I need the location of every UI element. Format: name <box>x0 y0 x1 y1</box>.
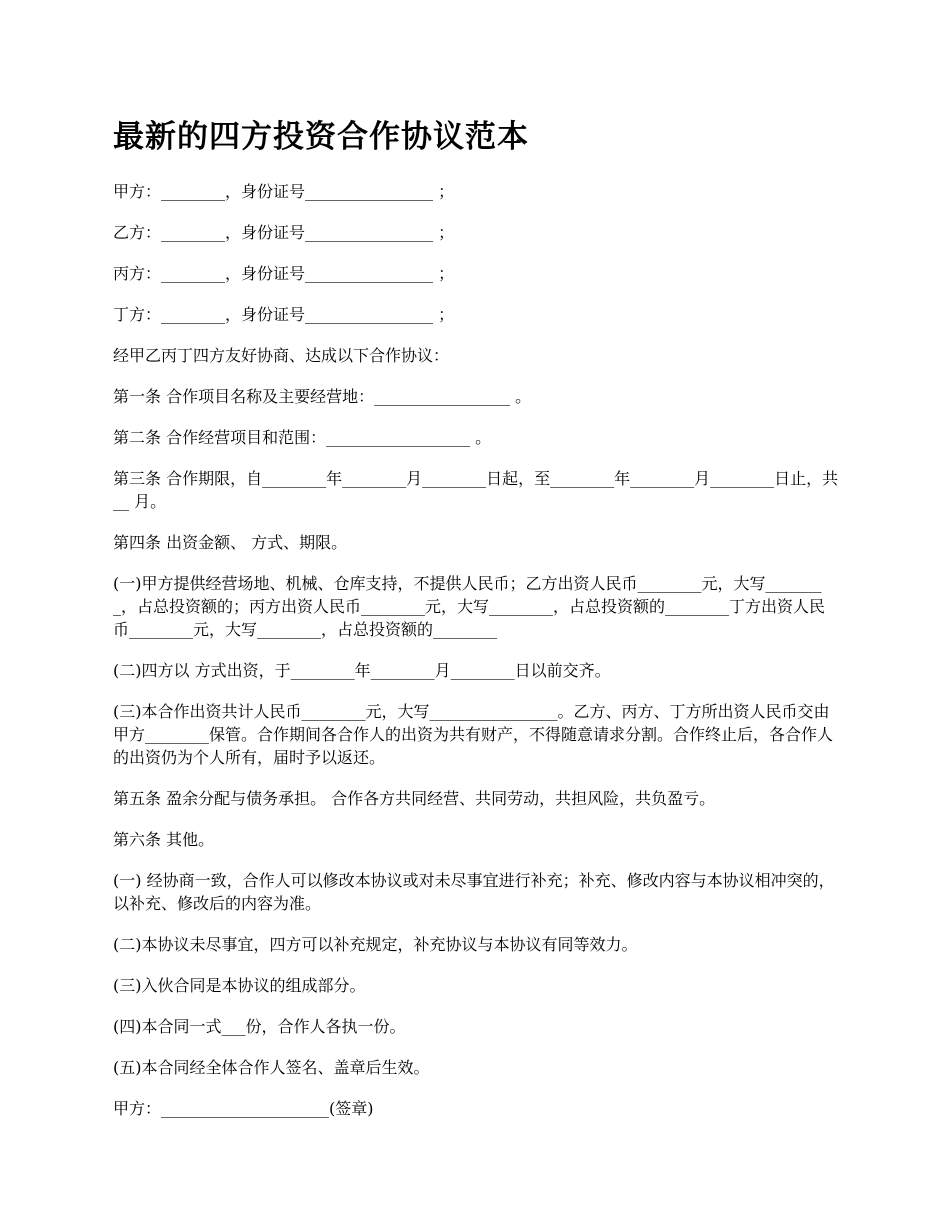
article-4-clause-2: (二)四方以 方式出资，于________年________月________日以前交齐。 <box>113 661 611 680</box>
article-3: 第三条 合作期限，自________年________月________日起，至________年________月________日止，共__ 月。 <box>113 469 839 511</box>
article-6-clause-1: (一) 经协商一致，合作人可以修改本协议或对未尽事宜进行补充；补充、修改内容与本协议相冲突的，以补充、修改后的内容为准。 <box>113 871 835 913</box>
party-d-line: 丁方：________，身份证号________________ ； <box>113 305 455 324</box>
article-6: 第六条 其他。 <box>113 830 215 849</box>
article-4: 第四条 出资金额、 方式、期限。 <box>113 533 348 552</box>
article-4-clause-1: (一)甲方提供经营场地、机械、仓库支持，不提供人民币；乙方出资人民币________元，大写________，占总投资额的；丙方出资人民币________元，大写________，占总投资额的________丁方出资人民币________元，大写________，占总投资额的________ <box>113 574 826 639</box>
article-2: 第二条 合作经营项目和范围：__________________ 。 <box>113 428 492 447</box>
signature-line: 甲方：_____________________(签章) <box>113 1099 374 1118</box>
article-4-clause-3: (三)本合作出资共计人民币________元，大写________________。乙方、丙方、丁方所出资人民币交由甲方________保管。合作期间各合作人的出资为共有财产，不得随意请求分割。合作终止后，各合作人的出资仍为个人所有，届时予以返还。 <box>113 702 834 767</box>
document-title: 最新的四方投资合作协议范本 <box>113 119 529 155</box>
article-1: 第一条 合作项目名称及主要经营地：_________________ 。 <box>113 387 532 406</box>
party-b-line: 乙方：________，身份证号________________ ； <box>113 223 455 242</box>
article-6-clause-5: (五)本合同经全体合作人签名、盖章后生效。 <box>113 1058 430 1077</box>
article-6-clause-2: (二)本协议未尽事宜，四方可以补充规定，补充协议与本协议有同等效力。 <box>113 935 638 954</box>
document-page <box>113 112 840 1138</box>
article-5: 第五条 盈余分配与债务承担。 合作各方共同经营、共同劳动，共担风险，共负盈亏。 <box>113 789 716 808</box>
article-6-clause-4: (四)本合同一式___份，合作人各执一份。 <box>113 1017 406 1036</box>
article-6-clause-3: (三)入伙合同是本协议的组成部分。 <box>113 976 366 995</box>
party-c-line: 丙方：________，身份证号________________ ； <box>113 264 455 283</box>
party-a-line: 甲方：________，身份证号________________ ； <box>113 182 455 201</box>
intro-paragraph: 经甲乙丙丁四方友好协商、达成以下合作协议： <box>113 346 450 365</box>
